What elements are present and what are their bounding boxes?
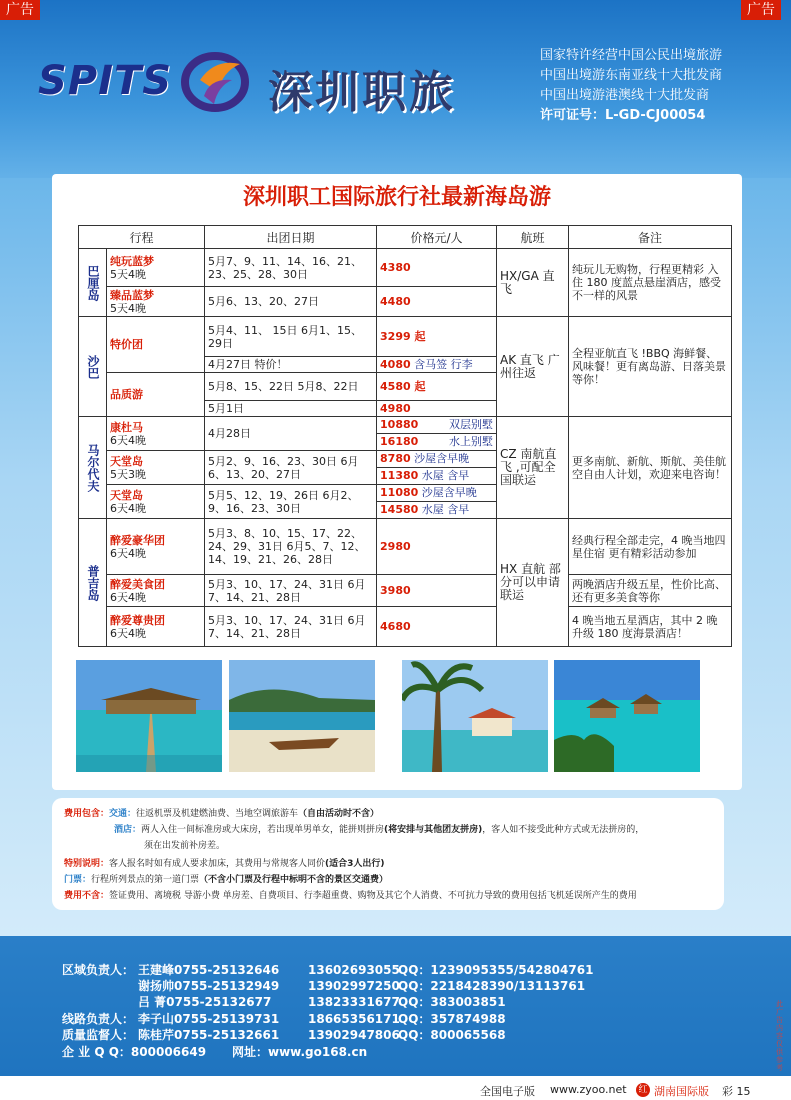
tour-name-cell: 天堂岛 6天4晚 xyxy=(107,485,205,519)
flight-cell: HX 直航 部分可以申请联运 xyxy=(497,519,569,647)
special-row: 特别说明：客人报名时如有成人要求加床，其费用与常规客人同价(适合3人出行) xyxy=(64,859,385,869)
note-cell: 更多南航、新航、斯航、美佳航空自由人计划，欢迎来电咨询！ xyxy=(569,417,732,519)
price-cell: 8780 沙屋含早晚 11380 水屋 含早 xyxy=(377,451,497,485)
edition-url[interactable]: www.zyoo.net xyxy=(550,1083,627,1096)
edition-badge: 红 xyxy=(636,1083,650,1097)
tour-table xyxy=(78,225,732,647)
contact-row: 区域负责人： 王建峰0755-25132646 13602693055QQ：1239095355/542804761 xyxy=(62,963,594,977)
license-number: 许可证号：L-GD-CJ00054 xyxy=(540,108,706,123)
tour-name-cell: 醉爱美食团 6天4晚 xyxy=(107,575,205,607)
price-cell: 10880 双层别墅 16180 水上别墅 xyxy=(377,417,497,451)
price-cell: 4980 xyxy=(377,401,497,417)
website-link[interactable]: 网址：www.go168.cn xyxy=(232,1045,368,1059)
edition-name: 湖南国际版 xyxy=(654,1085,709,1098)
hotel-row-cont: 须在出发前补房差。 xyxy=(144,841,226,851)
price-cell: 3299 起 xyxy=(377,317,497,357)
vertical-disclaimer: 此广告内容仅供参考 xyxy=(776,1000,783,1072)
transport-row: 费用包含：交通：往返机票及机建燃油费、当地空调旅游车（自由活动时不含） xyxy=(64,809,380,819)
flight-cell: AK 直飞 广州往返 xyxy=(497,317,569,417)
tour-name-cell: 臻品蓝梦 5天4晚 xyxy=(107,287,205,317)
header-notes: 备注 xyxy=(569,226,732,249)
dates-cell: 5月3、8、10、15、17、22、24、29、31日 6月5、7、12、14、19、21、26、28日 xyxy=(205,519,377,575)
tour-card xyxy=(52,174,742,790)
ad-tag-right: 广告 xyxy=(741,0,781,20)
claim-line: 中国出境游港澳线十大批发商 xyxy=(540,88,710,103)
island-phuket: 普吉岛 xyxy=(79,519,107,647)
dates-cell: 5月4、11、 15日 6月1、15、29日 xyxy=(205,317,377,357)
photo-lagoon-villas xyxy=(554,660,700,772)
dates-cell: 5月7、9、11、14、16、21、23、25、28、30日 xyxy=(205,249,377,287)
table-row xyxy=(79,607,732,647)
flight-cell: HX/GA 直飞 xyxy=(497,249,569,317)
photo-beach-boat xyxy=(229,660,375,772)
island-bali: 巴厘岛 xyxy=(79,249,107,317)
price-cell: 4480 xyxy=(377,287,497,317)
island-maldives: 马尔代夫 xyxy=(79,417,107,519)
table-row xyxy=(79,249,732,287)
ad-tag-left: 广告 xyxy=(0,0,40,20)
photo-overwater-pier xyxy=(76,660,222,772)
header-itinerary: 行程 xyxy=(79,226,205,249)
dates-cell: 4月27日 特价！ xyxy=(205,357,377,373)
table-row xyxy=(79,317,732,357)
claim-line: 中国出境游东南亚线十大批发商 xyxy=(540,68,723,83)
header-dates: 出团日期 xyxy=(205,226,377,249)
page-number: 彩 15 xyxy=(722,1085,751,1098)
contact-row: 线路负责人： 李子山0755-25139731 18665356171QQ：357874988 xyxy=(62,1012,506,1026)
hotel-row: 酒店：两人入住一间标准房或大床房，若出现单男单女，能拼则拼房(将安排与其他团友拼房)，客人如不接受此种方式或无法拼房的， xyxy=(114,825,645,835)
table-row xyxy=(79,417,732,451)
price-cell: 4580 起 xyxy=(377,373,497,401)
tour-name-cell: 纯玩蓝梦 5天4晚 xyxy=(107,249,205,287)
note-cell: 4 晚当地五星酒店，其中 2 晚升级 180 度海景酒店！ xyxy=(569,607,732,647)
tour-name-cell: 特价团 xyxy=(107,317,205,373)
brand-swirl-icon xyxy=(170,50,260,112)
price-cell: 4380 xyxy=(377,249,497,287)
photo-palm-bungalow xyxy=(402,660,548,772)
edition-label: 全国电子版 xyxy=(480,1085,535,1098)
dates-cell: 5月3、10、17、24、31日 6月7、14、21、28日 xyxy=(205,607,377,647)
price-cell: 4080 含马签 行李 xyxy=(377,357,497,373)
note-cell: 纯玩儿无购物，行程更精彩 入住 180 度蓝点悬崖酒店，感受不一样的风景 xyxy=(569,249,732,317)
dates-cell: 5月1日 xyxy=(205,401,377,417)
company-row: 企 业 Q Q：800006649 网址：www.go168.cn xyxy=(62,1045,368,1059)
table-row xyxy=(79,519,732,575)
contact-row: 吕 菁0755-25132677 13823331677QQ：383003851 xyxy=(138,995,506,1009)
dates-cell: 5月3、10、17、24、31日 6月7、14、21、28日 xyxy=(205,575,377,607)
dates-cell: 4月28日 xyxy=(205,417,377,451)
license-claims xyxy=(540,46,722,126)
price-cell: 11080 沙屋含早晚 14580 水屋 含早 xyxy=(377,485,497,519)
tour-name-cell: 醉爱尊贵团 6天4晚 xyxy=(107,607,205,647)
contact-row: 质量监督人： 陈桂芹0755-25132661 13902947806QQ：800065568 xyxy=(62,1028,506,1042)
tour-name-cell: 天堂岛 5天3晚 xyxy=(107,451,205,485)
dates-cell: 5月5、12、19、26日 6月2、9、16、23、30日 xyxy=(205,485,377,519)
excluded-row: 费用不含：签证费用、离境税 导游小费 单房差、自费项目、行李超重费、购物及其它个人消费、不可抗力导致的费用包括飞机延误所产生的费用 xyxy=(64,891,637,901)
price-cell: 2980 xyxy=(377,519,497,575)
flight-cell: CZ 南航直飞 ,可配全国联运 xyxy=(497,417,569,519)
tour-name-cell: 品质游 xyxy=(107,373,205,417)
header-price: 价格元/人 xyxy=(377,226,497,249)
tour-name-cell: 醉爱豪华团 6天4晚 xyxy=(107,519,205,575)
note-cell: 经典行程全部走完，4 晚当地四星住宿 更有精彩活动参加 xyxy=(569,519,732,575)
price-cell: 3980 xyxy=(377,575,497,607)
contact-row: 谢扬帅0755-25132949 13902997250QQ：2218428390/13113761 xyxy=(138,979,586,993)
photo-strip xyxy=(76,660,718,772)
ticket-row: 门票：行程所列景点的第一道门票（不含小门票及行程中标明不含的景区交通费） xyxy=(64,875,389,885)
header-flight: 航班 xyxy=(497,226,569,249)
dates-cell: 5月2、9、16、23、30日 6月6、13、20、27日 xyxy=(205,451,377,485)
table-row xyxy=(79,575,732,607)
dates-cell: 5月8、15、22日 5月8、22日 xyxy=(205,373,377,401)
table-header xyxy=(79,226,732,249)
dates-cell: 5月6、13、20、27日 xyxy=(205,287,377,317)
page-title: 深圳职工国际旅行社最新海岛游 xyxy=(242,185,551,210)
logo-text: SPITS xyxy=(38,58,173,104)
island-saipan: 沙巴 xyxy=(79,317,107,417)
claim-line: 国家特许经营中国公民出境旅游 xyxy=(540,48,723,63)
fees-panel xyxy=(52,798,724,910)
price-cell: 4680 xyxy=(377,607,497,647)
brand-name: 深圳职旅 xyxy=(268,67,456,118)
note-cell: 两晚酒店升级五星，性价比高、还有更多美食等你 xyxy=(569,575,732,607)
note-cell: 全程亚航直飞 !BBQ 海鲜餐、风味餐！更有离岛游、日落美景等你！ xyxy=(569,317,732,417)
tour-name-cell: 康杜马 6天4晚 xyxy=(107,417,205,451)
